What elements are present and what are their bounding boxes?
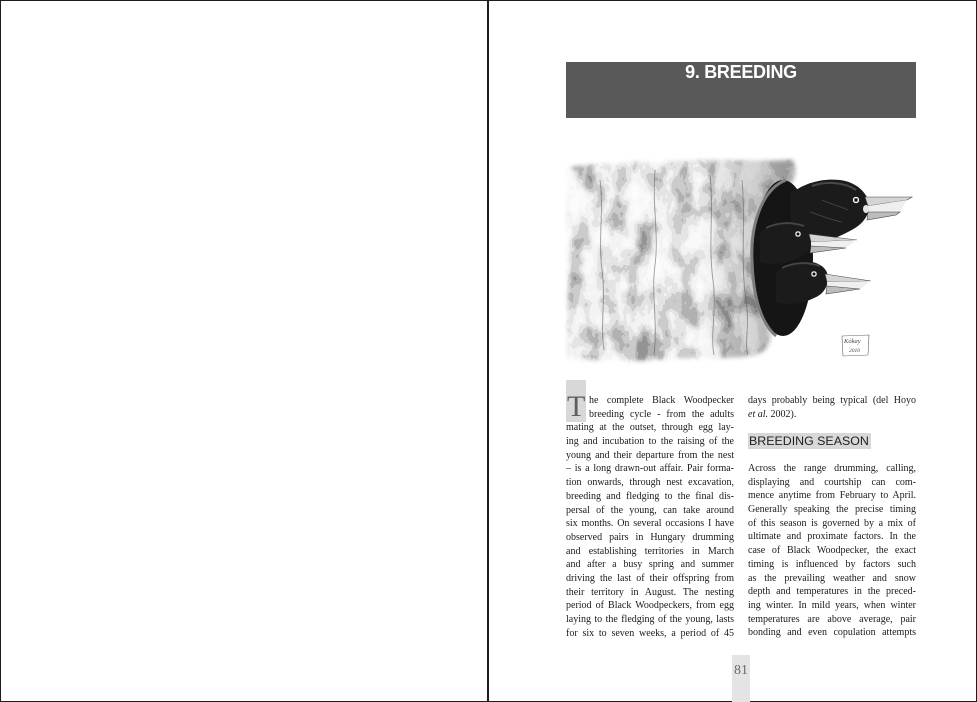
text-line: laying to the fledging of the young, lasts: [566, 614, 734, 625]
text-line: depth and temperatures in the preced-: [748, 586, 916, 598]
text-line: observed pairs in Hungary drumming: [566, 531, 734, 543]
text-line: and establishing territories in March: [566, 545, 734, 557]
section-heading: BREEDING SEASON: [749, 434, 869, 448]
paragraph: [566, 390, 734, 640]
text-line: he complete Black Woodpecker: [589, 395, 734, 406]
text-line: temperatures are above average, pair: [748, 613, 916, 625]
italic-citation: et al.: [748, 408, 768, 420]
text-line: mating at the outset, through egg lay-: [566, 422, 734, 434]
chapter-title: 9. BREEDING: [685, 62, 797, 82]
text-line: and after a busy spring and summer: [566, 559, 734, 571]
text-line: ultimate and proximate factors. In the: [748, 531, 916, 543]
text-line: timing is influenced by factors such: [748, 558, 916, 570]
text-column-right: [748, 394, 916, 644]
text-line: tion onwards, through nest excavation,: [566, 477, 734, 489]
text-line: bonding and even copulation attempts: [748, 627, 916, 639]
woodpecker-chicks-illustration: [560, 150, 920, 375]
text-line: days probably being typical (del Hoyo: [748, 395, 916, 406]
chick-top-eye: [853, 197, 860, 204]
paragraph: [748, 394, 916, 421]
chick-middle-eye: [795, 231, 801, 237]
text-line: case of Black Woodpecker, the exact: [748, 545, 916, 557]
chick-middle-beak: [809, 234, 857, 253]
chick-top-beak: [863, 197, 912, 220]
text-line: mence anytime from February to April.: [748, 490, 916, 502]
text-line: ing and incubation to the raising of the: [566, 436, 734, 448]
text-line: breeding cycle - from the adults: [589, 408, 734, 420]
text-line: [748, 408, 916, 422]
text-line: persal of the young, can take around: [566, 504, 734, 516]
artist-signature: [842, 335, 869, 356]
signature-year: 2010: [849, 348, 860, 354]
citation-year: 2002).: [768, 408, 797, 420]
text-line: – is a long drawn-out affair. Pair forma-: [566, 463, 734, 475]
paragraph: [748, 462, 916, 640]
signature-name: Kókay: [844, 338, 861, 345]
text-line: Across the range drumming, calling,: [748, 463, 916, 474]
page-number: 81: [734, 663, 748, 678]
chick-bottom-eye: [811, 271, 817, 277]
text-line: their territory in August. The nesting: [566, 586, 734, 598]
text-line: displaying and courtship can com-: [748, 476, 916, 488]
chick-bottom-beak: [825, 274, 871, 294]
text-line: Generally speaking the precise timing: [748, 504, 916, 516]
text-line: period of Black Woodpeckers, from egg: [566, 600, 734, 612]
chapter-banner: [566, 62, 916, 118]
text-line: six months. On several occasions I have: [566, 518, 734, 530]
drop-cap: T: [567, 390, 586, 423]
text-line: of this season is governed by a mix of: [748, 517, 916, 529]
text-line: driving the last of their offspring from: [566, 572, 734, 584]
text-column-left: [566, 390, 734, 644]
chick-bottom: [776, 262, 871, 305]
text-line: young and their departure from the nest: [566, 449, 734, 461]
text-line: ing winter. In mild years, when winter: [748, 599, 916, 611]
page-gutter-divider: [487, 0, 489, 702]
text-line: for six to seven weeks, a period of 45: [566, 627, 734, 639]
text-line: as the prevailing weather and snow: [748, 572, 916, 584]
text-line: breeding and fledging to the final dis-: [566, 490, 734, 502]
